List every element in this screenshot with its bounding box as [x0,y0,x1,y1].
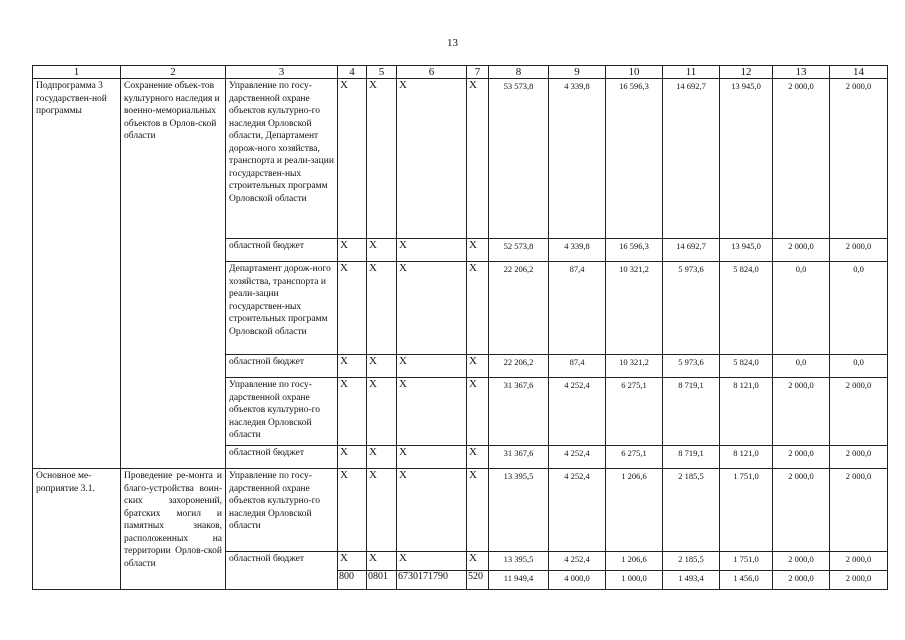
code-cell: X [397,239,467,262]
amount-cell: 4 000,0 [549,571,606,590]
code-cell: X [367,446,397,469]
executor-cell: областной бюджет [226,552,338,590]
program-cell: Подпрограмма 3 государствен-ной программы [33,79,121,469]
col-header: 4 [338,66,367,79]
amount-cell: 52 573,8 [489,239,549,262]
code-cell: 0801 [367,571,397,590]
code-cell: X [367,552,397,571]
amount-cell: 4 252,4 [549,469,606,552]
amount-cell: 2 000,0 [830,378,888,446]
amount-cell: 2 000,0 [773,552,830,571]
code-cell: X [397,446,467,469]
executor-cell: Управление по госу-дарственной охране объектов культурно-го наследия Орловской области, Департамент дорож-ного хозяйства, транспорта и реали-зации государствен-ных строительных программ Орловской области [226,79,338,239]
amount-cell: 0,0 [773,262,830,355]
amount-cell: 31 367,6 [489,446,549,469]
amount-cell: 2 000,0 [773,571,830,590]
amount-cell: 4 339,8 [549,239,606,262]
code-cell: X [467,262,489,355]
col-header: 14 [830,66,888,79]
code-cell: X [367,79,397,239]
code-cell: X [397,469,467,552]
amount-cell: 5 824,0 [720,355,773,378]
amount-cell: 5 973,6 [663,262,720,355]
amount-cell: 2 000,0 [830,239,888,262]
code-cell: X [338,262,367,355]
amount-cell: 22 206,2 [489,262,549,355]
amount-cell: 31 367,6 [489,378,549,446]
amount-cell: 53 573,8 [489,79,549,239]
code-cell: X [338,552,367,571]
col-header: 13 [773,66,830,79]
page-number: 13 [447,37,458,49]
amount-cell: 6 275,1 [606,378,663,446]
amount-cell: 13 395,5 [489,469,549,552]
code-cell: X [467,469,489,552]
code-cell: X [338,239,367,262]
col-header: 7 [467,66,489,79]
amount-cell: 4 339,8 [549,79,606,239]
amount-cell: 5 824,0 [720,262,773,355]
amount-cell: 0,0 [830,355,888,378]
amount-cell: 2 185,5 [663,552,720,571]
code-cell: X [397,378,467,446]
code-cell: 6730171790 [397,571,467,590]
code-cell: X [397,79,467,239]
code-cell: X [467,552,489,571]
amount-cell: 1 493,4 [663,571,720,590]
col-header: 8 [489,66,549,79]
code-cell: 800 [338,571,367,590]
amount-cell: 8 719,1 [663,378,720,446]
col-header: 11 [663,66,720,79]
code-cell: X [467,355,489,378]
table-row [33,79,888,239]
amount-cell: 0,0 [830,262,888,355]
activity-name-cell: Проведение ре-монта и благо-устройства воин-ских захоронений, братских могил и памятных знаков, расположенных на территории Орлов-ской области [121,469,226,590]
col-header: 9 [549,66,606,79]
amount-cell: 1 751,0 [720,469,773,552]
amount-cell: 2 000,0 [773,469,830,552]
budget-table [32,65,888,590]
amount-cell: 4 252,4 [549,378,606,446]
code-cell: 520 [467,571,489,590]
amount-cell: 8 719,1 [663,446,720,469]
amount-cell: 10 321,2 [606,262,663,355]
code-cell: X [338,79,367,239]
col-header: 5 [367,66,397,79]
executor-cell: Управление по госу-дарственной охране объектов культурно-го наследия Орловской области [226,469,338,552]
amount-cell: 2 000,0 [830,446,888,469]
activity-cell: Основное ме-роприятие 3.1. [33,469,121,590]
amount-cell: 6 275,1 [606,446,663,469]
code-cell: X [467,79,489,239]
col-header: 2 [121,66,226,79]
table-row [33,469,888,552]
amount-cell: 13 395,5 [489,552,549,571]
executor-cell: областной бюджет [226,355,338,378]
code-cell: X [467,446,489,469]
col-header: 12 [720,66,773,79]
amount-cell: 87,4 [549,262,606,355]
amount-cell: 2 000,0 [773,79,830,239]
code-cell: X [367,262,397,355]
code-cell: X [367,469,397,552]
amount-cell: 2 000,0 [830,571,888,590]
code-cell: X [467,378,489,446]
code-cell: X [397,552,467,571]
amount-cell: 1 000,0 [606,571,663,590]
program-name-cell: Сохранение объек-тов культурного наследия и военно-мемориальных объектов в Орлов-ской области [121,79,226,469]
amount-cell: 2 185,5 [663,469,720,552]
code-cell: X [367,239,397,262]
code-cell: X [338,355,367,378]
col-header: 10 [606,66,663,79]
amount-cell: 16 596,3 [606,239,663,262]
amount-cell: 87,4 [549,355,606,378]
amount-cell: 8 121,0 [720,378,773,446]
amount-cell: 22 206,2 [489,355,549,378]
amount-cell: 10 321,2 [606,355,663,378]
amount-cell: 1 206,6 [606,552,663,571]
executor-cell: областной бюджет [226,239,338,262]
code-cell: X [397,355,467,378]
amount-cell: 8 121,0 [720,446,773,469]
amount-cell: 2 000,0 [773,239,830,262]
amount-cell: 11 949,4 [489,571,549,590]
code-cell: X [397,262,467,355]
code-cell: X [367,378,397,446]
code-cell: X [338,446,367,469]
amount-cell: 13 945,0 [720,239,773,262]
amount-cell: 16 596,3 [606,79,663,239]
amount-cell: 2 000,0 [773,446,830,469]
amount-cell: 2 000,0 [773,378,830,446]
amount-cell: 1 456,0 [720,571,773,590]
code-cell: X [338,469,367,552]
amount-cell: 4 252,4 [549,552,606,571]
amount-cell: 14 692,7 [663,79,720,239]
executor-cell: Департамент дорож-ного хозяйства, транспорта и реали-зации государствен-ных строительных программ Орловской области [226,262,338,355]
amount-cell: 2 000,0 [830,79,888,239]
amount-cell: 1 751,0 [720,552,773,571]
amount-cell: 14 692,7 [663,239,720,262]
col-header: 3 [226,66,338,79]
executor-cell: областной бюджет [226,446,338,469]
executor-cell: Управление по госу-дарственной охране объектов культурно-го наследия Орловской области [226,378,338,446]
col-header: 1 [33,66,121,79]
amount-cell: 1 206,6 [606,469,663,552]
code-cell: X [467,239,489,262]
amount-cell: 5 973,6 [663,355,720,378]
amount-cell: 13 945,0 [720,79,773,239]
amount-cell: 4 252,4 [549,446,606,469]
header-row [33,66,888,79]
code-cell: X [367,355,397,378]
amount-cell: 2 000,0 [830,552,888,571]
col-header: 6 [397,66,467,79]
amount-cell: 2 000,0 [830,469,888,552]
amount-cell: 0,0 [773,355,830,378]
code-cell: X [338,378,367,446]
